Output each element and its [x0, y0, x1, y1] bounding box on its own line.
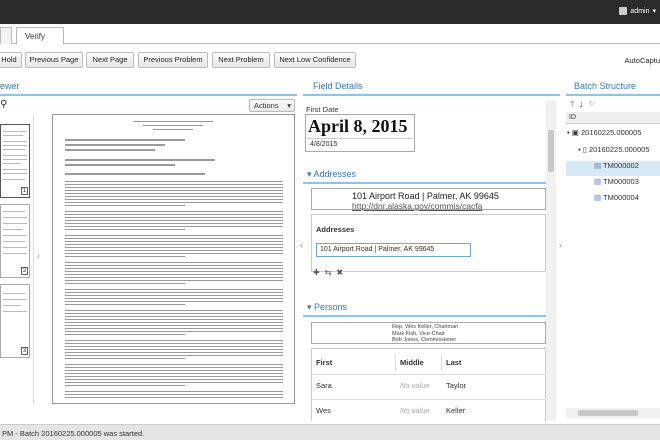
- field-details-header: Field Details: [303, 78, 560, 96]
- split-icon[interactable]: ⇆: [324, 268, 332, 277]
- arrow-down-icon[interactable]: 🡓: [579, 100, 584, 109]
- batch-toolbar: [570, 99, 595, 113]
- addresses-image-snippet: [311, 188, 546, 210]
- persons-title: Persons: [314, 302, 348, 312]
- scrollbar-thumb[interactable]: [578, 410, 638, 416]
- field-details-panel: [303, 96, 560, 421]
- document-text-line: [65, 144, 165, 146]
- document-text-line: [65, 292, 283, 293]
- document-text-line: [65, 283, 185, 284]
- delete-row-icon[interactable]: ✖: [336, 268, 344, 277]
- document-text-line: [65, 159, 215, 161]
- document-text-line: [65, 322, 283, 323]
- document-text-line: [65, 247, 283, 248]
- scrollbar-thumb[interactable]: [548, 130, 554, 172]
- tab-verify[interactable]: Verify: [16, 27, 64, 45]
- document-text-line: [65, 220, 283, 221]
- person-image-line: Bob Jones, Commissioner: [392, 337, 457, 343]
- document-text-line: [65, 298, 283, 299]
- top-bar: [0, 0, 660, 24]
- tree-item-batch[interactable]: [566, 128, 660, 143]
- document-text-line: [65, 328, 283, 329]
- collapse-handle-icon[interactable]: ‹: [37, 251, 40, 261]
- previous-problem-button[interactable]: Previous Problem: [138, 52, 208, 68]
- first-date-image: April 8, 2015: [308, 116, 408, 136]
- batch-structure-panel: [566, 96, 660, 421]
- document-text-line: [65, 289, 283, 290]
- document-text-line: [65, 316, 283, 317]
- middle-column-header: Middle: [396, 354, 442, 370]
- last-name-cell[interactable]: Taylor: [446, 381, 467, 390]
- refresh-icon[interactable]: ↻: [588, 99, 596, 108]
- persons-table: [311, 348, 546, 421]
- document-text-line: [65, 241, 283, 242]
- first-date-label: First Date: [306, 105, 339, 114]
- last-column-header: Last: [446, 358, 462, 367]
- document-text-line: [65, 196, 283, 197]
- document-page-image: [52, 114, 295, 404]
- document-text-line: [65, 358, 185, 359]
- table-row[interactable]: [312, 399, 547, 421]
- tree-item-page[interactable]: [566, 193, 660, 208]
- toolbar: [0, 45, 660, 75]
- page-number: 1: [22, 188, 27, 194]
- document-text-line: [143, 125, 203, 126]
- document-text-line: [65, 205, 185, 206]
- document-text-line: [65, 376, 283, 377]
- collapse-toggle-icon[interactable]: ▪: [567, 128, 570, 137]
- document-text-line: [65, 190, 283, 191]
- tree-item-label: TM000004: [603, 193, 639, 202]
- tab-bar: [0, 24, 660, 44]
- actions-dropdown[interactable]: [249, 99, 295, 112]
- document-text-line: [65, 310, 283, 311]
- document-text-line: [65, 184, 283, 185]
- document-text-line: [65, 394, 283, 395]
- first-date-field: [305, 114, 415, 152]
- document-text-line: [65, 295, 283, 296]
- status-bar: PM - Batch 20160225.000005 was started.: [0, 424, 660, 440]
- document-icon: ▯: [582, 145, 587, 154]
- document-text-line: [65, 397, 283, 398]
- document-text-line: [65, 325, 283, 326]
- viewer-panel: [0, 96, 297, 421]
- document-text-line: [65, 370, 283, 371]
- collapse-toggle-icon[interactable]: ▪: [578, 145, 581, 154]
- document-text-line: [65, 382, 283, 383]
- autocapture-label[interactable]: AutoCaptu: [624, 56, 660, 65]
- document-text-line: [65, 229, 185, 230]
- next-page-button[interactable]: Next Page: [86, 52, 134, 68]
- addresses-table: [311, 214, 546, 272]
- document-text-line: [65, 373, 283, 374]
- document-text-line: [65, 277, 283, 278]
- document-text-line: [65, 226, 283, 227]
- collapse-handle-icon[interactable]: ‹: [300, 240, 303, 250]
- field-details-scrollbar[interactable]: [546, 100, 556, 420]
- chevron-down-icon: ▾: [652, 8, 656, 15]
- tree-item-label: 20160225.000005: [580, 128, 642, 137]
- document-text-line: [133, 121, 213, 122]
- document-text-line: [65, 301, 283, 302]
- document-text-line: [65, 139, 185, 141]
- document-text-line: [65, 164, 175, 166]
- document-text-line: [65, 391, 283, 392]
- table-row[interactable]: [312, 374, 547, 396]
- add-row-icon[interactable]: ✚: [313, 268, 320, 277]
- document-text-line: [65, 349, 283, 350]
- document-text-line: [65, 268, 283, 269]
- document-text-line: [65, 223, 283, 224]
- document-text-line: [65, 352, 283, 353]
- document-text-line: [65, 262, 283, 263]
- persons-image-snippet: [311, 322, 546, 344]
- document-text-line: [65, 364, 283, 365]
- tree-item-label: TM000002: [603, 161, 639, 170]
- document-text-line: [65, 238, 283, 239]
- document-text-line: [65, 343, 283, 344]
- document-text-line: [65, 244, 283, 245]
- document-text-line: [65, 334, 185, 335]
- document-text-line: [65, 187, 283, 188]
- thumbnail-strip: [0, 114, 34, 404]
- first-column-header: First: [312, 354, 396, 370]
- document-text-line: [65, 280, 283, 281]
- document-text-line: [65, 181, 283, 182]
- document-text-line: [65, 271, 283, 272]
- person-image-line: Mark Fish, Vice-Chair: [392, 331, 445, 337]
- document-text-line: [65, 253, 283, 254]
- addresses-title: Addresses: [313, 169, 357, 179]
- person-image-line: Rep. Wes Keller, Chairman: [392, 324, 459, 330]
- document-text-line: [65, 211, 283, 212]
- document-text-line: [65, 355, 283, 356]
- addresses-section-header[interactable]: [303, 166, 546, 184]
- document-text-line: [65, 346, 283, 347]
- document-text-line: [65, 379, 283, 380]
- previous-page-button[interactable]: Previous Page: [25, 52, 83, 68]
- page-number: 3: [22, 348, 27, 354]
- page-thumbnail[interactable]: [0, 284, 30, 358]
- document-text-line: [65, 193, 283, 194]
- tab-previous[interactable]: [0, 27, 12, 44]
- persons-section-header[interactable]: [303, 299, 546, 317]
- document-text-line: [65, 340, 283, 341]
- next-low-confidence-button[interactable]: Next Low Confidence: [274, 52, 356, 68]
- document-text-line: [65, 313, 283, 314]
- document-text-line: [65, 149, 155, 151]
- tree-item-label: TM000003: [603, 177, 639, 186]
- chevron-down-icon: ▾: [307, 302, 315, 312]
- document-text-line: [65, 199, 283, 200]
- actions-label: Actions: [254, 101, 279, 110]
- middle-name-cell[interactable]: No value: [400, 406, 430, 415]
- viewer-header: ewer: [0, 78, 297, 96]
- page-thumbnail[interactable]: [0, 124, 30, 198]
- document-text-line: [65, 173, 205, 175]
- image-icon: ▤: [594, 177, 602, 186]
- next-problem-button[interactable]: Next Problem: [212, 52, 270, 68]
- last-name-cell[interactable]: Keller: [446, 406, 466, 415]
- middle-name-cell[interactable]: No value: [400, 381, 430, 390]
- document-text-line: [65, 304, 185, 305]
- user-name: admin: [630, 7, 650, 15]
- document-text-line: [65, 214, 283, 215]
- document-text-line: [153, 129, 193, 130]
- chevron-down-icon: ▾: [287, 101, 291, 110]
- addresses-column-header: Addresses: [316, 225, 355, 234]
- id-column-header: ID: [566, 112, 660, 124]
- chevron-down-icon: ▾: [307, 169, 314, 179]
- image-icon: ▤: [594, 193, 602, 202]
- document-text-line: [65, 202, 283, 203]
- address-image-line: 101 Airport Road | Palmer, AK 99645: [352, 191, 499, 201]
- zoom-icon[interactable]: ⚲: [0, 99, 8, 110]
- tree-item-page[interactable]: [566, 161, 660, 176]
- address-tools: [313, 268, 343, 277]
- tree-item-document[interactable]: [566, 145, 660, 160]
- collapse-handle-icon[interactable]: ›: [559, 240, 562, 250]
- batch-horizontal-scrollbar[interactable]: [566, 408, 660, 418]
- batch-icon: ▣: [571, 128, 579, 137]
- hold-button[interactable]: Hold: [0, 52, 22, 68]
- document-text-line: [65, 256, 185, 257]
- document-text-line: [65, 331, 283, 332]
- batch-structure-header: Batch Structure: [566, 78, 660, 96]
- document-text-line: [65, 250, 283, 251]
- address-image-link: http://dnr.alaska.gov/commis/cacfa: [352, 201, 483, 211]
- first-name-cell[interactable]: Sara: [316, 381, 332, 390]
- document-text-line: [65, 235, 283, 236]
- document-text-line: [65, 217, 283, 218]
- document-text-line: [65, 274, 283, 275]
- document-text-line: [65, 319, 283, 320]
- user-menu[interactable]: [619, 7, 656, 15]
- page-thumbnail[interactable]: [0, 204, 30, 278]
- image-icon: ▤: [594, 161, 602, 170]
- arrow-up-icon[interactable]: 🡑: [570, 100, 575, 109]
- address-input[interactable]: 101 Airport Road | Palmer, AK 99645: [316, 243, 471, 257]
- tree-item-label: 20160225.000005: [589, 145, 650, 154]
- document-text-line: [65, 367, 283, 368]
- first-date-input[interactable]: 4/8/2015: [307, 138, 413, 151]
- first-name-cell[interactable]: Wes: [316, 406, 331, 415]
- document-text-line: [65, 265, 283, 266]
- document-text-line: [65, 385, 185, 386]
- tree-item-page[interactable]: [566, 177, 660, 192]
- user-avatar-icon: [619, 7, 627, 15]
- page-number: 2: [22, 268, 27, 274]
